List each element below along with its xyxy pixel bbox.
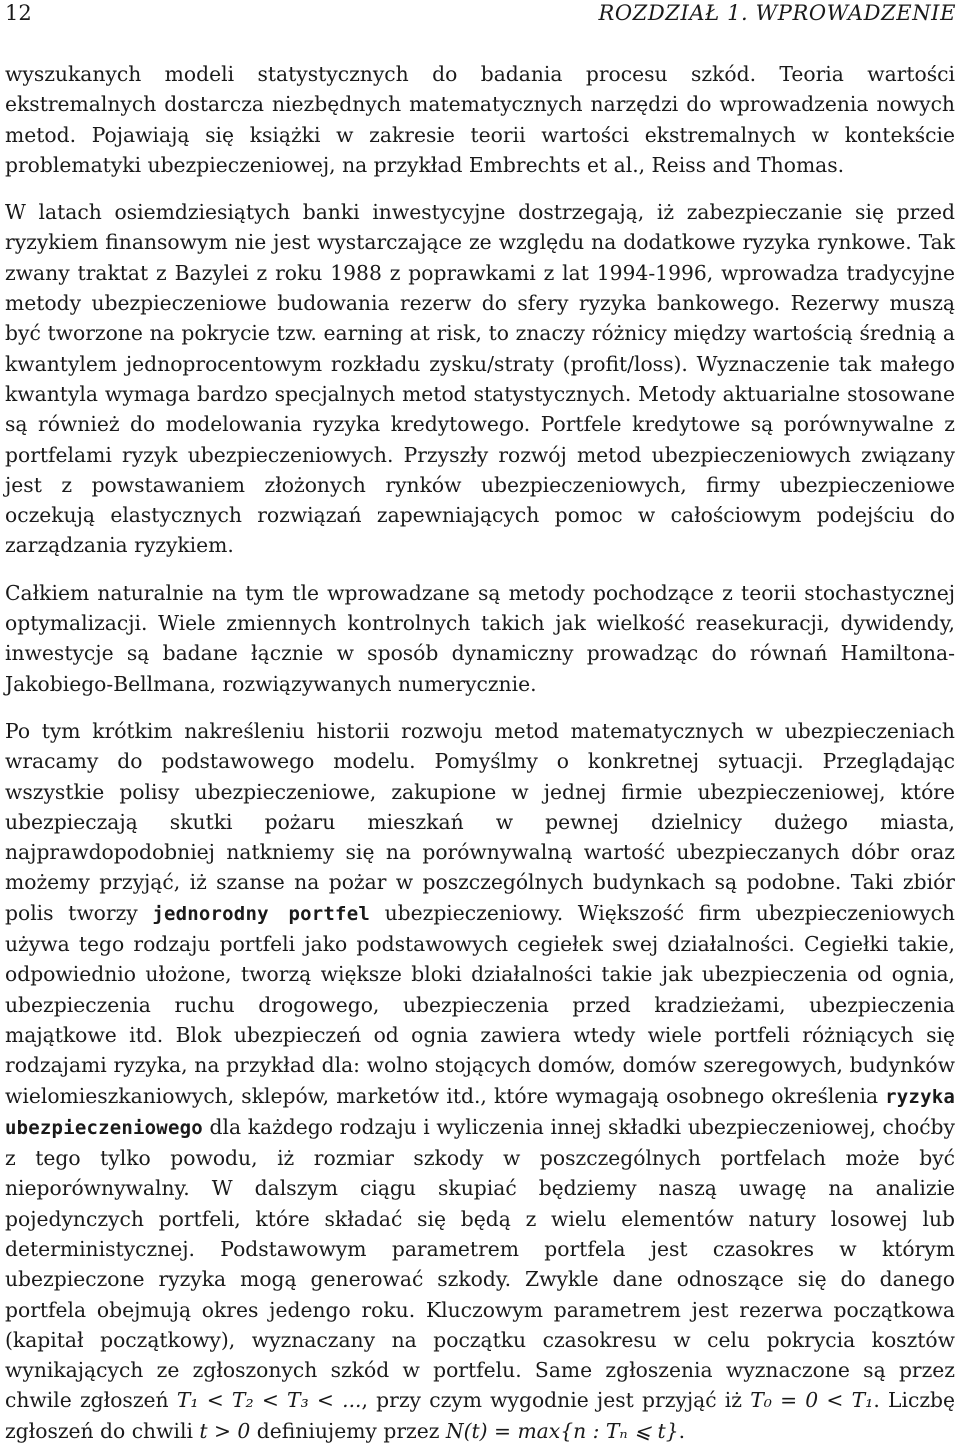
- page-number: 12: [5, 1, 32, 25]
- chapter-title: ROZDZIAŁ 1. WPROWADZENIE: [598, 1, 956, 25]
- math-positive-time: t > 0: [199, 1418, 251, 1443]
- math-initial-time: T₀ = 0 < T₁: [750, 1388, 874, 1413]
- math-claim-count: N(t) = max{n : Tₙ ⩽ t}: [445, 1418, 679, 1443]
- paragraph-4-text-g: .: [678, 1418, 686, 1443]
- running-header: [5, 0, 956, 28]
- term-insurance-risk: ryzyka ubezpieczeniowego: [5, 1085, 955, 1139]
- paragraph-4-text-a: Po tym krótkim nakreśleniu historii rozwoju metod matematycznych w ubezpieczeniach wracamy do podstawowego modelu. Pomyślmy o konkretnej sytuacji. Przeglądając wszystkie polisy ubezpieczeniowe, zakupione w jednej firmie ubezpieczeniowej, które ubezpieczają skutki pożaru mieszkań w pewnej dzielnicy dużego miasta, najprawdopodobniej natkniemy się na porównywalną wartość ubezpieczanych dóbr oraz możemy przyjąć, iż szanse na pożar w poszczególnych budynkach są podobne. Taki zbiór polis tworzy: [5, 718, 955, 925]
- paragraph-2: W latach osiemdziesiątych banki inwestycyjne dostrzegają, iż zabezpieczanie się przed ryzykiem finansowym nie jest wystarczające ze względu na dodatkowe ryzyka rynkowe. Tak zwany traktat z Bazylei z roku 1988 z poprawkami z lat 1994-1996, wprowadza tradycyjne metody ubezpieczeniowe budowania rezerw do sfery ryzyka bankowego. Rezerwy muszą być tworzone na pokrycie tzw. earning at risk, to znaczy różnicy między wartością średnią a kwantylem jednoprocentowym rozkładu zysku/straty (profit/loss). Wyznaczenie tak małego kwantyla wymaga bardzo specjalnych metod statystycznych. Metody aktuarialne stosowane są również do modelowania ryzyka kredytowego. Portfele kredytowe są porównywalne z portfelami ryzyk ubezpieczeniowych. Przyszły rozwój metod ubezpieczeniowych związany jest z powstawaniem złożonych rynków ubezpieczeniowych, firmy ubezpieczeniowe oczekują elastycznych rozwiązań zapewniających pomoc w całościowym podejściu do zarządzania ryzykiem.: [5, 200, 955, 558]
- paragraph-3: Całkiem naturalnie na tym tle wprowadzane są metody pochodzące z teorii stochastycznej optymalizacji. Wiele zmiennych kontrolnych takich jak wielkość reasekuracji, dywidendy, inwestycje są badane łącznie w sposób dynamiczny prowadząc do równań Hamiltona-Jakobiego-Bellmana, rozwiązywanych numerycznie.: [5, 580, 955, 696]
- paragraph-4-text-b: ubezpieczeniowy. Większość firm ubezpieczeniowych używa tego rodzaju portfeli jako podstawowych cegiełek swej działalności. Cegiełki takie, odpowiednio ułożone, tworzą większe bloki działalności takie jak ubezpieczenia od ognia, ubezpieczenia ruchu drogowego, ubezpieczenia przed kradzieżami, ubezpieczenia majątkowe itd. Blok ubezpieczeń od ognia zawiera wtedy wiele portfeli różniących się rodzajami ryzyka, na przykład dla: wolno stojących domów, domów szeregowych, budynków wielomieszkaniowych, sklepów, marketów itd., które wymagają osobnego określenia: [5, 900, 955, 1108]
- term-homogeneous-portfolio: jednorodny portfel: [152, 902, 370, 925]
- paragraph-4-text-d: , przy czym wygodnie jest przyjąć iż: [361, 1388, 751, 1413]
- body-text: [5, 59, 955, 1446]
- paragraph-4: [5, 716, 955, 1446]
- paragraph-1: wyszukanych modeli statystycznych do badania procesu szkód. Teoria wartości ekstremalnych dostarcza niezbędnych matematycznych narzędzi do wprowadzenia nowych metod. Pojawiają się książki w zakresie teorii wartości ekstremalnych w kontekście problematyki ubezpieczeniowej, na przykład Embrechts et al., Reiss and Thomas.: [5, 62, 955, 177]
- paragraph-4-text-c: dla każdego rodzaju i wyliczenia innej składki ubezpieczeniowej, choćby z tego tylko powodu, iż rozmiar szkody w poszczególnych portfelach może być nieporównywalny. W dalszym ciągu skupiać będziemy naszą uwagę na analizie pojedynczych portfeli, które składać się będą z wielu elementów natury losowej lub deterministycznej. Podstawowym parametrem portfela jest czasokres w którym ubezpieczone ryzyka mogą generować szkody. Zwykle dane odnoszące się do danego portfela obejmują okres jedengo roku. Kluczowym parametrem jest rezerwa początkowa (kapitał początkowy), wyznaczany na początku czasokresu w celu pokrycia kosztów wynikających ze zgłoszonych szkód w portfelu. Same zgłoszenia wyznaczone są przez chwile zgłoszeń: [5, 1114, 955, 1413]
- math-claim-times: T₁ < T₂ < T₃ < ...: [176, 1388, 362, 1413]
- paragraph-4-text-f: definiujemy przez: [250, 1418, 446, 1443]
- paragraph-4-text-e: . Liczbę zgłoszeń do chwili: [5, 1388, 955, 1443]
